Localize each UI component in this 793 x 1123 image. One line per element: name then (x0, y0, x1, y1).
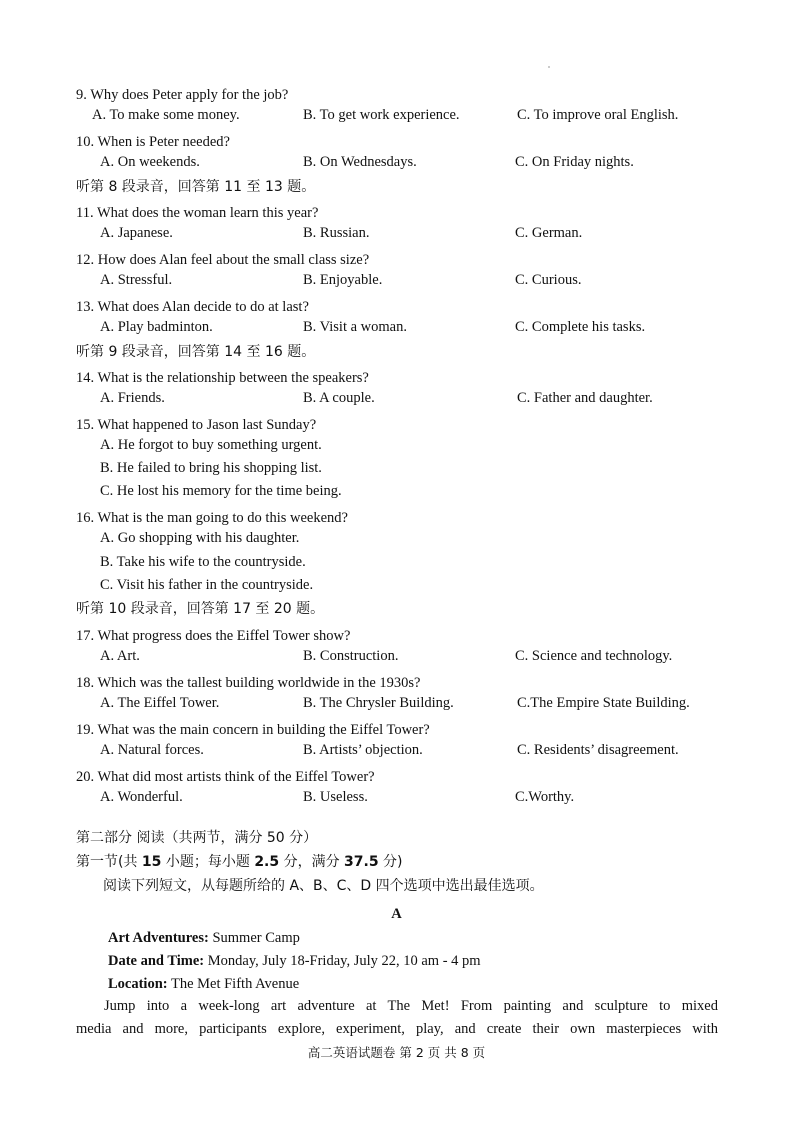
subsection-mid2: 分，满分 (279, 854, 345, 870)
option-c: C. Curious. (515, 272, 582, 288)
option-b: B. To get work experience. (303, 107, 460, 123)
option-c: C. Father and daughter. (517, 390, 653, 406)
subsection-mid: 小题；每小题 (161, 854, 255, 870)
option-b: B. Artists’ objection. (303, 742, 423, 758)
option-b: B. Russian. (303, 225, 370, 241)
question-stem: 12. How does Alan feel about the small class size? (76, 252, 370, 268)
option-c: C. He lost his memory for the time being. (100, 483, 342, 499)
passage-title (108, 929, 300, 947)
question-stem: 18. Which was the tallest building worldwide in the 1930s? (76, 675, 421, 691)
option-b: B. The Chrysler Building. (303, 695, 454, 711)
option-b: B. On Wednesdays. (303, 154, 417, 170)
date-value: Monday, July 18-Friday, July 22, 10 am - 4 pm (204, 953, 481, 969)
option-a: A. Natural forces. (100, 742, 204, 758)
subsection-end: 分) (378, 854, 403, 870)
subsection-total: 37.5 (344, 854, 379, 870)
option-a: A. To make some money. (92, 107, 240, 123)
option-a: A. The Eiffel Tower. (100, 695, 220, 711)
option-a: A. Wonderful. (100, 789, 183, 805)
option-b: B. Visit a woman. (303, 319, 407, 335)
passage-letter: A (391, 906, 402, 922)
question-stem: 9. Why does Peter apply for the job? (76, 87, 289, 103)
date-label: Date and Time: (108, 953, 205, 969)
option-a: A. Stressful. (100, 272, 173, 288)
option-b: B. He failed to bring his shopping list. (100, 460, 322, 476)
subsection-count: 15 (141, 854, 162, 870)
option-c: C. German. (515, 225, 583, 241)
question-stem: 17. What progress does the Eiffel Tower show? (76, 628, 351, 644)
question-stem: 13. What does Alan decide to do at last? (76, 299, 309, 315)
passage-line-2: media and more, participants explore, experiment, play, and create their own masterpieces with (76, 1021, 718, 1037)
question-stem: 16. What is the man going to do this weekend? (76, 510, 348, 526)
option-b: B. A couple. (303, 390, 375, 406)
option-c: C. Visit his father in the countryside. (100, 577, 314, 593)
title-value: Summer Camp (208, 930, 300, 946)
option-a: A. Go shopping with his daughter. (100, 530, 300, 546)
reading-instruction: 阅读下列短文，从每题所给的 A、B、C、D 四个选项中选出最佳选项。 (103, 878, 544, 894)
passage-location (108, 975, 299, 993)
option-a: A. Japanese. (100, 225, 173, 241)
subsection-prefix: 第一节(共 (76, 854, 142, 870)
part-title: 第二部分 阅读（共两节，满分 50 分） (76, 830, 318, 846)
option-a: A. On weekends. (100, 154, 200, 170)
option-c: C. Residents’ disagreement. (517, 742, 679, 758)
page-footer: 高二英语试题卷 第 2 页 共 8 页 (307, 1045, 486, 1060)
option-a: A. Play badminton. (100, 319, 213, 335)
option-c: C. Complete his tasks. (515, 319, 646, 335)
location-value: The Met Fifth Avenue (167, 976, 300, 992)
option-c: C. Science and technology. (515, 648, 673, 664)
option-c: C. On Friday nights. (515, 154, 634, 170)
option-c: C. To improve oral English. (517, 107, 679, 123)
option-b: B. Construction. (303, 648, 399, 664)
title-label: Art Adventures: (108, 930, 209, 946)
option-a: A. He forgot to buy something urgent. (100, 437, 322, 453)
passage-date (108, 952, 481, 970)
option-a: A. Friends. (100, 390, 165, 406)
question-stem: 10. When is Peter needed? (76, 134, 230, 150)
option-b: B. Enjoyable. (303, 272, 383, 288)
question-stem: 19. What was the main concern in building the Eiffel Tower? (76, 722, 430, 738)
option-b: B. Useless. (303, 789, 368, 805)
subsection-title (76, 853, 403, 871)
section-instruction: 听第 8 段录音，回答第 11 至 13 题。 (76, 179, 316, 195)
option-a: A. Art. (100, 648, 140, 664)
passage-line-1: Jump into a week-long art adventure at The Met! From painting and sculpture to mixed (104, 998, 718, 1014)
subsection-each: 2.5 (254, 854, 280, 870)
section-instruction: 听第 10 段录音，回答第 17 至 20 题。 (76, 601, 325, 617)
scan-speck (548, 66, 550, 68)
question-stem: 20. What did most artists think of the Eiffel Tower? (76, 769, 375, 785)
location-label: Location: (108, 976, 168, 992)
question-stem: 15. What happened to Jason last Sunday? (76, 417, 317, 433)
question-stem: 14. What is the relationship between the speakers? (76, 370, 369, 386)
option-c: C.The Empire State Building. (517, 695, 690, 711)
option-b: B. Take his wife to the countryside. (100, 554, 306, 570)
question-stem: 11. What does the woman learn this year? (76, 205, 319, 221)
option-c: C.Worthy. (515, 789, 575, 805)
section-instruction: 听第 9 段录音，回答第 14 至 16 题。 (76, 344, 316, 360)
